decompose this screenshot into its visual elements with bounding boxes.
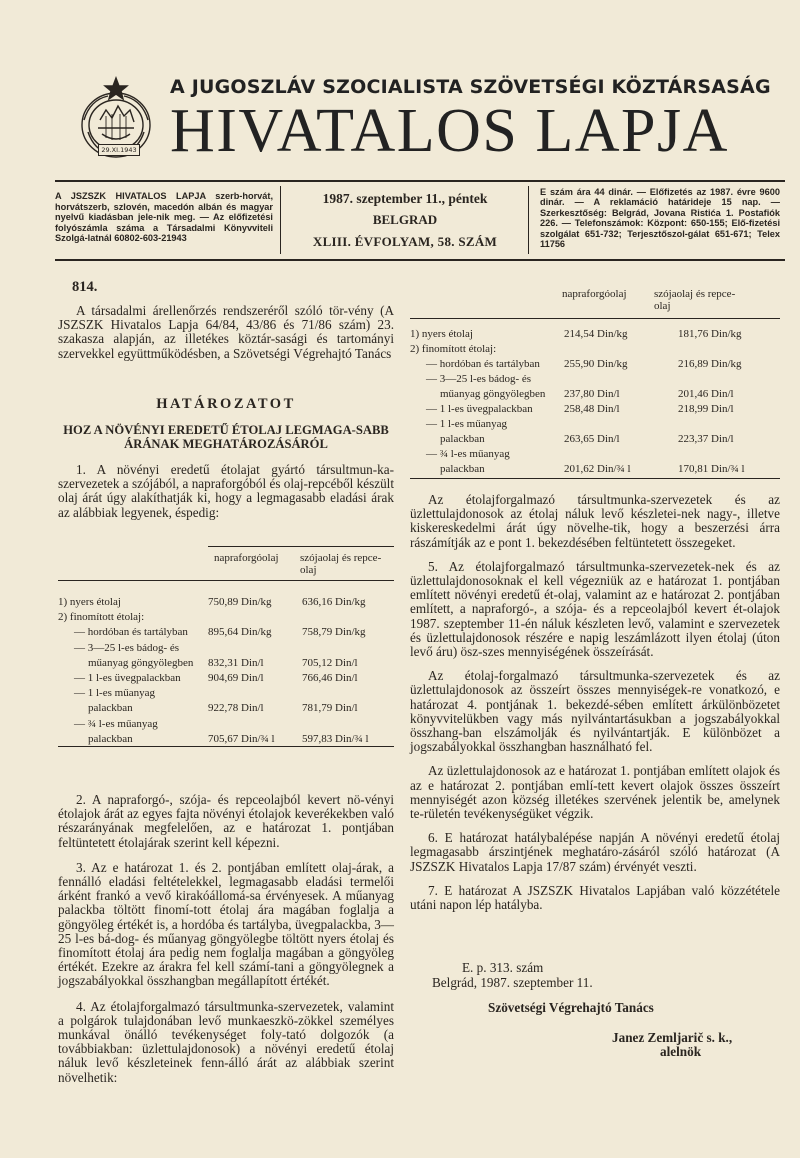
masthead-kicker: A JUGOSZLÁV SZOCIALISTA SZÖVETSÉGI KÖZTÁRSASÁG [170, 76, 771, 98]
table-row-label: palackban [88, 732, 133, 745]
paragraph-4: 4. Az étolajforgalmazó társultmunka-szervezetek, valamint a polgárok tulajdonában levő munkaeszkö-zökkel személyes munkával önálló tevékenységet foly-tató dolgozók (a továbbiakban: üzlettulajdonosok) a növényi eredetű étolaj náluk levő készleteinek fenn-álló árát az alábbiak szerint növelhetik: [58, 998, 394, 1085]
table-row-label: — hordóban és tartályban [74, 626, 188, 639]
table-cell-sunflower: 895,64 Din/kg [208, 626, 272, 639]
left-lower-text [58, 793, 394, 1085]
table-cell-soy-rapeseed: 181,76 Din/kg [678, 328, 742, 340]
issuing-council: Szövetségi Végrehajtó Tanács [488, 1000, 654, 1015]
table-2-col2-header: szójaolaj és repce-olaj [654, 288, 736, 313]
table-row-label: 2) finomított étolaj: [58, 611, 145, 624]
table-row-label: műanyag göngyölegben [440, 388, 546, 400]
table-row-label: palackban [440, 463, 485, 475]
paragraph-2: 2. A napraforgó-, szója- és repceolajból kevert nö-vényi étolajok árát az egyes fajta növényi étolajok keverékekben való részarányának megfelelően, az e határozat 1. pontjában feltüntetett étolajárak szerint kell képezni. [58, 792, 394, 850]
decision-subtitle: HOZ A NÖVÉNYI EREDETŰ ÉTOLAJ LEGMAGA-SABB ÁRÁNAK MEGHATÁROZÁSÁRÓL [63, 423, 389, 451]
table-cell-soy-rapeseed: 223,37 Din/l [678, 433, 734, 445]
table-row-label: — 1 l-es műanyag [426, 418, 507, 430]
issue-date: 1987. szeptember 11., péntek [322, 191, 488, 206]
table-cell-soy-rapeseed: 705,12 Din/l [302, 656, 358, 669]
paragraph-7: 7. E határozat A JSZSZK Hivatalos Lapjában való közzététele utáni napon lép hatályba. [410, 882, 780, 913]
table-cell-sunflower: 201,62 Din/¾ l [564, 463, 631, 475]
table-cell-soy-rapeseed: 216,89 Din/kg [678, 358, 742, 370]
paragraph-1 [58, 463, 394, 520]
state-emblem [70, 70, 162, 168]
table-cell-soy-rapeseed: 781,79 Din/l [302, 702, 358, 715]
table-2-col1-header: napraforgóolaj [562, 288, 627, 300]
masthead-rule-bottom [55, 259, 785, 261]
table-cell-sunflower: 258,48 Din/l [564, 403, 620, 415]
paragraph-3: 3. Az e határozat 1. és 2. pontjában említett olaj-árak, a fennálló eladási feltételekkel, legmagasabb eladási termelői árként frankó a vevő kirakóállomá-sa érvényesek. A műanyag palackba töltött finomí-tott étolaj ára magában foglalja a göngyöleg értékét is, a hordóba és tartályba, üvegpalackba, 3—25 l-es bá-dog- és műanyag göngyölegbe töltött nyers étolaj és finomított étolaj ára pedig nem foglalja magában a göngyöleg értékét. Ezekre az árakra fel kell számí-tani a göngyölegnek a jogszabályokkal összhangban megállapított értékét. [58, 859, 394, 989]
table-cell-soy-rapeseed: 218,99 Din/l [678, 403, 734, 415]
emblem-date: 29.XI.1943 [98, 144, 140, 156]
price-table-2 [410, 278, 780, 480]
table-cell-soy-rapeseed: 597,83 Din/¾ l [302, 732, 369, 745]
paragraph-6: 6. E határozat hatálybalépése napján A növényi eredetű étolaj legmagasabb árszintjének meghatáro-zásáról szóló határozat (A JSZSZK Hivatalos Lapja 17/87 szám) érvényét veszti. [410, 830, 780, 874]
table-row-label: műanyag göngyölegben [88, 656, 194, 669]
signatory-name: Janez Zemljarič s. k., [612, 1030, 733, 1045]
paragraph-5-reporting: Az üzlettulajdonosok az e határozat 1. pontjában említett olajok és az e határozat 2. pontjában emlí-tett kevert olajok összes összeírt mennyiségét azon község illetékes szervének jelentik be, amelynek te-rületén tevékenységüket végzik. [410, 763, 780, 822]
table-row-label: — ¾ l-es műanyag [426, 448, 510, 460]
table-2-top-rule [410, 318, 780, 319]
paragraph-5: 5. Az étolajforgalmazó társultmunka-szervezetek-nek és az üzlettulajdonosoknak el kell végezniük az e határozat 1. pontjában említett növényi eredetű ét-olaj, valamint az e határozat 2. pontjában említett, a napraforgó-, a szója- és a repceolajból kevert ét-olajok 1987. szeptember 11-én náluk készleten levő, valamint e szervezetek és üzlettulajdonosok részére e napig leszámlázott ilyen étolaj (úton levő áru) ösz-szes mennyiségének összeírását. [410, 558, 780, 660]
table-row-label: — 3—25 l-es bádog- és [426, 373, 532, 385]
masthead-rule-top [55, 180, 785, 182]
price-table-1 [58, 540, 394, 750]
table-row-label: — 3—25 l-es bádog- és [74, 641, 180, 654]
signing-place-date: Belgrád, 1987. szeptember 11. [432, 975, 593, 990]
signatory-role: alelnök [660, 1044, 702, 1059]
table-row-label: — hordóban és tartályban [426, 358, 540, 370]
table-cell-sunflower: 750,89 Din/kg [208, 596, 272, 608]
table-cell-sunflower: 237,80 Din/l [564, 388, 620, 400]
table-cell-sunflower: 832,31 Din/l [208, 656, 264, 669]
table-1-bottom-rule [58, 746, 394, 747]
reference-number: E. p. 313. szám [462, 960, 544, 975]
table-cell-soy-rapeseed: 758,79 Din/kg [302, 626, 366, 639]
decision-title: HATÁROZATOT [156, 396, 296, 412]
right-text [410, 493, 780, 912]
table-1-col2-header: szójaolaj és repce-olaj [300, 552, 382, 577]
table-row-label: 1) nyers étolaj [58, 596, 121, 608]
paragraph-4-continued: Az étolajforgalmazó társultmunka-szervezetek és az üzlettulajdonosok az étolaj náluk levő készletei-nek nagy-, illetve kiskereskedelmi árát úgy növelhe-tik, hogy a beszerzési árra rászámítják az e pont 1. bekezdésében feltüntetett összegeket. [410, 492, 780, 550]
publication-info: A JSZSZK HIVATALOS LAPJA szerb-horvát, horvátszerb, szlovén, macedón albán és magyar nyelvű kiadásban jele-nik meg. — Az előfizetési folyószámla száma a Társadalmi Könyvviteli Szolgá-latnál 60802-603-21943 [55, 191, 273, 244]
table-row-label: — 1 l-es üvegpalackban [74, 672, 181, 684]
table-row-label: 2) finomított étolaj: [410, 343, 497, 355]
table-cell-soy-rapeseed: 636,16 Din/kg [302, 596, 366, 608]
price-info: E szám ára 44 dinár. — Előfizetés az 1987. évre 9600 dinár. — A reklamáció határideje 15 nap. — Szerkesztőség: Belgrád, Jovana Ristića 1. Postafiók 226. — Telefonszámok: Központ: 650-155; Elő-fizetési szolgálat 651-732; Terjesztőszol-gálat 651-671; Telex 11756 [540, 187, 780, 250]
table-cell-soy-rapeseed: 766,46 Din/l [302, 672, 358, 684]
table-1-header-rule [208, 546, 394, 547]
table-row-label: — 1 l-es üvegpalackban [426, 403, 533, 415]
table-1-col1-header: napraforgóolaj [214, 552, 279, 564]
paragraph-5-continued: Az étolaj-forgalmazó társultmunka-szervezetek és az üzlettulajdonosok az összeírt összes mennyiségek-re vonatkozó, e határozat 4. pontjának 1. bekezdé-sében említett árkülönbözetet könyvvitelükben vagy más nyilvántartásukban a jogszabályokkal összhang-ban elszámolják és nyilvántartják. E különbözet a jogszabályokkal összhangban használható fel. [410, 668, 780, 755]
table-cell-sunflower: 705,67 Din/¾ l [208, 732, 275, 745]
issue-city: BELGRAD [372, 212, 438, 227]
table-row-label: — ¾ l-es műanyag [74, 717, 158, 730]
table-row-label: 1) nyers étolaj [410, 328, 473, 340]
masthead-divider-right [528, 186, 529, 254]
intro-paragraph: A társadalmi árellenőrzés rendszeréről szóló tör-vény (A JSZSZK Hivatalos Lapja 64/84, 43/86 és 71/86 szám) 23. szakasza alapján, az illetékes köztár-sasági és tartományi szervekkel együttműködésben, a Szövetségi Végrehajtó Tanács [58, 303, 394, 361]
table-2-bottom-rule [410, 478, 780, 479]
table-cell-sunflower: 922,78 Din/l [208, 702, 264, 715]
table-row-label: palackban [88, 702, 133, 715]
table-cell-sunflower: 214,54 Din/kg [564, 328, 628, 340]
article-number: 814. [72, 279, 98, 295]
masthead-title: HIVATALOS LAPJA [170, 97, 729, 165]
table-1-top-rule [58, 580, 394, 581]
table-cell-sunflower: 263,65 Din/l [564, 433, 620, 445]
table-cell-soy-rapeseed: 201,46 Din/l [678, 388, 734, 400]
table-row-label: palackban [440, 433, 485, 445]
table-cell-soy-rapeseed: 170,81 Din/¾ l [678, 463, 745, 475]
paragraph-1-text: 1. A növényi eredetű étolajat gyártó társultmun-ka-szervezetek a szójából, a napraforgóból és olaj-repcéből készült olaj árát úgy alakíthatják ki, hogy a legmagasabb eladási árak az alábbiak legyenek, éspedig: [58, 462, 394, 520]
article-intro [58, 304, 394, 361]
table-cell-sunflower: 255,90 Din/kg [564, 358, 628, 370]
table-cell-sunflower: 904,69 Din/l [208, 672, 264, 684]
issue-volume: XLIII. ÉVFOLYAM, 58. SZÁM [312, 234, 498, 249]
masthead-divider-left [280, 186, 281, 254]
table-row-label: — 1 l-es műanyag [74, 687, 155, 700]
